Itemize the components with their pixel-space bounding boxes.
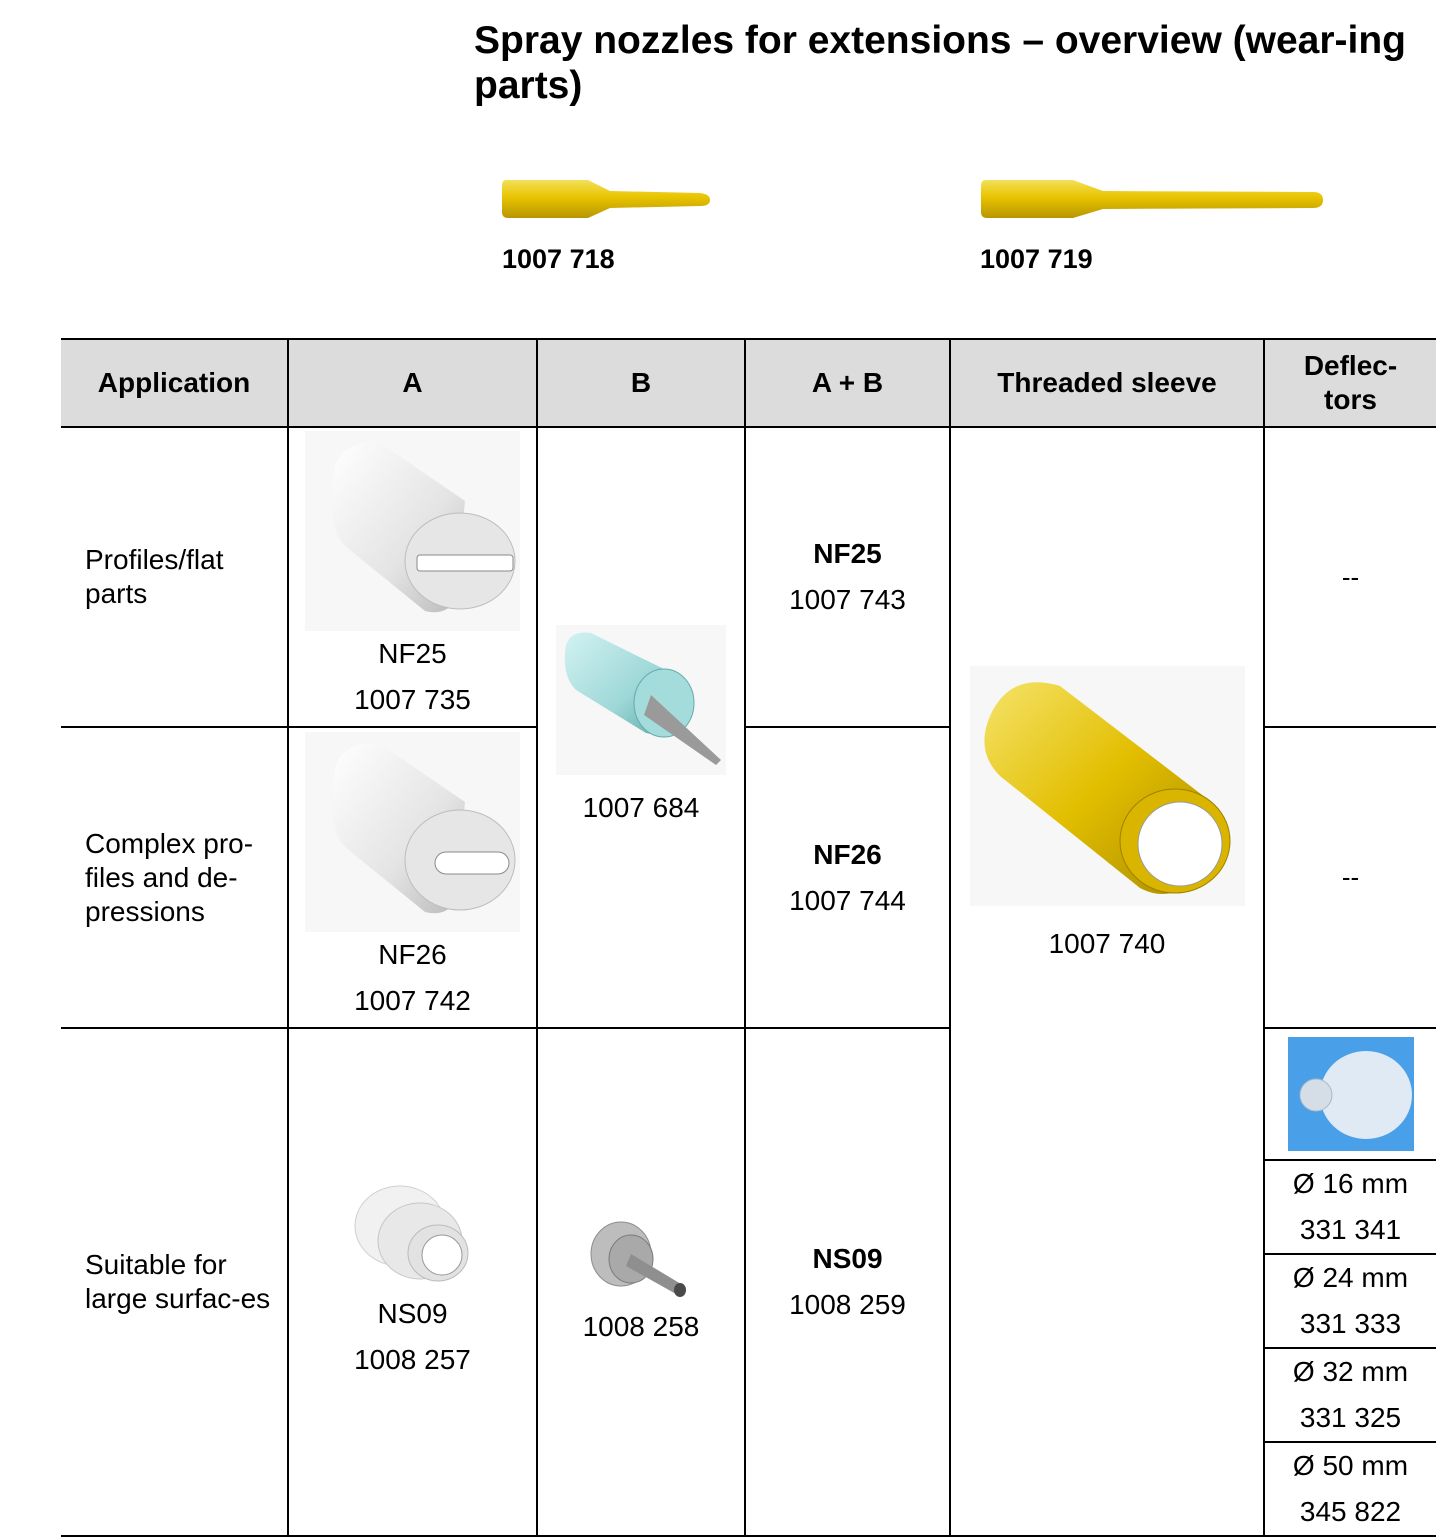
header-b: B — [537, 339, 745, 427]
header-deflectors: Deflec-tors — [1264, 339, 1436, 427]
nozzle-ab-name: NS09 — [812, 1243, 883, 1274]
grey-nozzle-b-icon — [586, 1214, 696, 1304]
threaded-sleeve-icon — [970, 666, 1245, 906]
deflector-size: Ø 16 mm — [1292, 1168, 1409, 1199]
deflector-image — [1265, 1029, 1436, 1161]
application-cell: Profiles/flat parts — [61, 427, 288, 727]
nozzle-a-cell — [288, 427, 537, 727]
nozzle-ab-name: NF26 — [813, 838, 882, 870]
nozzle-ab-cell — [745, 427, 950, 727]
long-extension-image — [978, 172, 1328, 228]
deflector-icon — [1288, 1037, 1414, 1151]
deflector-size: Ø 24 mm — [1292, 1262, 1409, 1293]
nozzle-ab-cell — [745, 1028, 950, 1536]
page-title: Spray nozzles for extensions – overview (wear-ing parts) — [474, 19, 1406, 107]
nf26-nozzle-icon — [305, 732, 520, 932]
nozzle-ab-cell — [745, 727, 950, 1028]
short-extension-code: 1007 718 — [502, 244, 615, 274]
deflector-code: 345 822 — [1299, 1496, 1402, 1527]
nozzle-b-code: 1007 684 — [582, 791, 700, 823]
table-row — [61, 427, 1436, 727]
threaded-sleeve-cell — [950, 427, 1264, 1536]
nozzle-ab-code: 1007 744 — [789, 884, 906, 916]
nozzle-a-cell — [288, 727, 537, 1028]
nozzle-ab-code: 1007 743 — [789, 584, 906, 615]
long-extension-icon — [978, 172, 1328, 228]
nozzle-a-name: NF26 — [378, 938, 447, 970]
deflector-code: 331 333 — [1299, 1308, 1402, 1339]
deflector-32 — [1265, 1349, 1436, 1443]
nozzle-ab-code: 1008 259 — [789, 1289, 906, 1320]
blue-nozzle-b-icon — [556, 625, 726, 775]
nozzle-b-code: 1008 258 — [582, 1311, 700, 1342]
application-cell: Complex pro-files and de-pressions — [61, 727, 288, 1028]
nozzle-a-code: 1007 742 — [354, 984, 471, 1016]
deflector-empty: -- — [1264, 727, 1436, 1028]
nozzle-a-code: 1008 257 — [354, 1344, 471, 1375]
header-ab: A + B — [745, 339, 950, 427]
threaded-sleeve-code: 1007 740 — [1048, 928, 1166, 959]
header-application: Application — [61, 339, 288, 427]
deflector-size: Ø 50 mm — [1292, 1450, 1409, 1481]
deflector-cell — [1264, 1028, 1436, 1536]
short-extension-image — [500, 172, 715, 228]
nozzle-a-name: NS09 — [377, 1298, 448, 1329]
nozzle-a-code: 1007 735 — [354, 684, 471, 715]
header-threaded-sleeve: Threaded sleeve — [950, 339, 1264, 427]
nozzle-a-name: NF25 — [378, 638, 447, 669]
deflector-empty: -- — [1264, 427, 1436, 727]
nozzle-ab-name: NF25 — [813, 538, 882, 569]
nf25-nozzle-icon — [305, 431, 520, 631]
nozzle-a-cell — [288, 1028, 537, 1536]
deflector-24 — [1265, 1255, 1436, 1349]
nozzle-b-cell — [537, 1028, 745, 1536]
short-extension-icon — [500, 172, 715, 228]
deflector-size: Ø 32 mm — [1292, 1356, 1409, 1387]
header-a: A — [288, 339, 537, 427]
nozzle-b-shared-cell — [537, 427, 745, 1028]
deflector-code: 331 341 — [1299, 1214, 1402, 1245]
deflector-16 — [1265, 1161, 1436, 1255]
ns09-nozzle-icon — [350, 1181, 475, 1291]
deflector-code: 331 325 — [1299, 1402, 1402, 1433]
header-row — [61, 339, 1436, 427]
deflector-50 — [1265, 1443, 1436, 1535]
long-extension-code: 1007 719 — [980, 244, 1093, 274]
overview-table — [61, 338, 1436, 1537]
application-cell: Suitable for large surfac-es — [61, 1028, 288, 1536]
